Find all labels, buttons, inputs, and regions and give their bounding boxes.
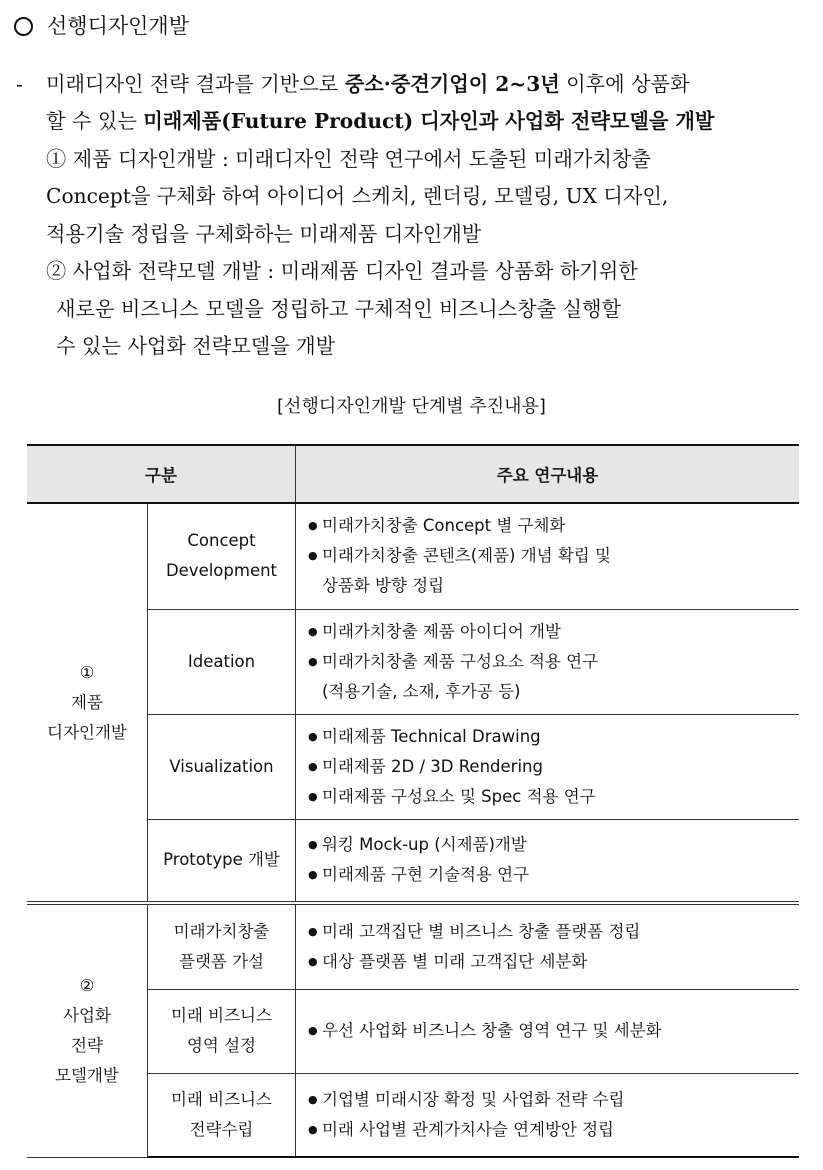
sub-category-line-1: 미래 비즈니스 xyxy=(171,1006,272,1025)
intro-line-1-c: 이후에 상품화 xyxy=(559,72,690,96)
content-item: ● 워킹 Mock-up (시제품)개발 xyxy=(308,830,799,860)
sub-category-line-1: 미래가치창출 xyxy=(173,921,270,941)
table-header-row xyxy=(27,445,799,503)
content-item: ● 미래가치창출 콘텐츠(제품) 개념 확립 및 xyxy=(308,541,799,571)
sub-category-line-2: 전략수립 xyxy=(189,1119,254,1139)
sub-category-cell xyxy=(148,819,296,903)
stage-table xyxy=(27,444,799,1158)
content-item: ● 우선 사업화 비즈니스 창출 영역 연구 및 세분화 xyxy=(308,1016,799,1046)
sub-category-cell xyxy=(148,903,296,989)
sub-category-line-1: Visualization xyxy=(169,756,274,776)
content-item: ● 미래가치창출 Concept 별 구체화 xyxy=(308,511,799,541)
group-1-number: ① xyxy=(79,662,95,682)
sub-category-line-2: Development xyxy=(165,561,278,581)
heading-text: 선행디자인개발 xyxy=(47,14,190,38)
group-1-line-2: 디자인개발 xyxy=(47,722,127,742)
sub-category-cell xyxy=(148,1073,296,1157)
table-caption: [선행디자인개발 단계별 추진내용] xyxy=(277,396,546,417)
group-2-line-2: 전략 xyxy=(71,1035,103,1055)
sub-category-line-2: 영역 설정 xyxy=(186,1036,256,1055)
content-item: ● 미래가치창출 제품 아이디어 개발 xyxy=(308,617,799,647)
content-cell xyxy=(296,903,800,989)
sub-category-cell xyxy=(148,503,296,609)
table-row xyxy=(27,903,799,989)
intro-line-1 xyxy=(46,66,800,104)
section-heading xyxy=(14,10,189,40)
intro-line-1-a: 미래디자인 전략 결과를 기반으로 xyxy=(46,72,345,96)
sub-category-cell xyxy=(148,714,296,819)
content-item: ● 기업별 미래시장 확정 및 사업화 전략 수립 xyxy=(308,1085,799,1115)
group-1-line-1: 제품 xyxy=(71,692,103,712)
content-item: ● 미래제품 구현 기술적용 연구 xyxy=(308,860,799,890)
content-item: ● 미래 사업별 관계가치사슬 연계방안 정립 xyxy=(308,1115,799,1145)
intro-line-1-bold: 중소·중견기업이 2~3년 xyxy=(344,72,560,96)
point-1-line-1: ① 제품 디자인개발 : 미래디자인 전략 연구에서 도출된 미래가치창출 xyxy=(46,147,651,171)
group-2-number: ② xyxy=(79,975,95,995)
group-2-line-1: 사업화 xyxy=(63,1005,111,1025)
point-2-line-3: 수 있는 사업화 전략모델을 개발 xyxy=(56,334,336,358)
content-item-continued: 상품화 방향 정립 xyxy=(322,576,445,596)
sub-category-line-2: 플랫폼 가설 xyxy=(179,951,264,971)
sub-category-cell xyxy=(148,609,296,714)
circle-bullet-icon xyxy=(14,17,33,36)
header-content: 주요 연구내용 xyxy=(296,445,800,503)
content-item: ● 미래제품 Technical Drawing xyxy=(308,722,799,752)
point-2-line-2: 새로운 비즈니스 모델을 정립하고 구체적인 비즈니스창출 실행할 xyxy=(56,297,622,321)
content-item: ● 미래 고객집단 별 비즈니스 창출 플랫폼 정립 xyxy=(308,917,799,947)
content-item-continued: (적용기술, 소재, 후가공 등) xyxy=(322,681,521,701)
content-cell xyxy=(296,609,800,714)
intro-line-2 xyxy=(46,103,714,141)
group-product-design xyxy=(27,503,148,903)
intro-line-2-bold: 미래제품(Future Product) 디자인과 사업화 전략모델을 개발 xyxy=(143,109,715,133)
sub-category-cell xyxy=(148,989,296,1073)
content-item: ● 대상 플랫폼 별 미래 고객집단 세분화 xyxy=(308,947,799,977)
sub-category-line-1: Prototype 개발 xyxy=(163,850,280,870)
intro-line-2-a: 할 수 있는 xyxy=(46,109,144,133)
group-2-line-3: 모델개발 xyxy=(55,1065,119,1085)
point-1-line-3: 적용기술 정립을 구체화하는 미래제품 디자인개발 xyxy=(46,222,482,246)
content-item: ● 미래제품 2D / 3D Rendering xyxy=(308,752,799,782)
dash-bullet: - xyxy=(16,72,23,96)
content-item: ● 미래가치창출 제품 구성요소 적용 연구 xyxy=(308,647,799,677)
content-item: ● 미래제품 구성요소 및 Spec 적용 연구 xyxy=(308,782,799,812)
content-cell xyxy=(296,819,800,903)
point-2-line-1: ② 사업화 전략모델 개발 : 미래제품 디자인 결과를 상품화 하기위한 xyxy=(46,259,638,283)
content-cell xyxy=(296,1073,800,1157)
table-row xyxy=(27,503,799,609)
sub-category-line-1: Ideation xyxy=(187,651,256,671)
content-cell xyxy=(296,989,800,1073)
sub-category-line-1: 미래 비즈니스 xyxy=(171,1089,272,1109)
point-1-line-2: Concept을 구체화 하여 아이디어 스케치, 렌더링, 모델링, UX 디자인, xyxy=(46,184,669,208)
sub-category-line-1: Concept xyxy=(187,531,256,551)
header-category: 구분 xyxy=(27,445,296,503)
content-cell xyxy=(296,503,800,609)
content-cell xyxy=(296,714,800,819)
group-business-strategy xyxy=(27,903,148,1157)
